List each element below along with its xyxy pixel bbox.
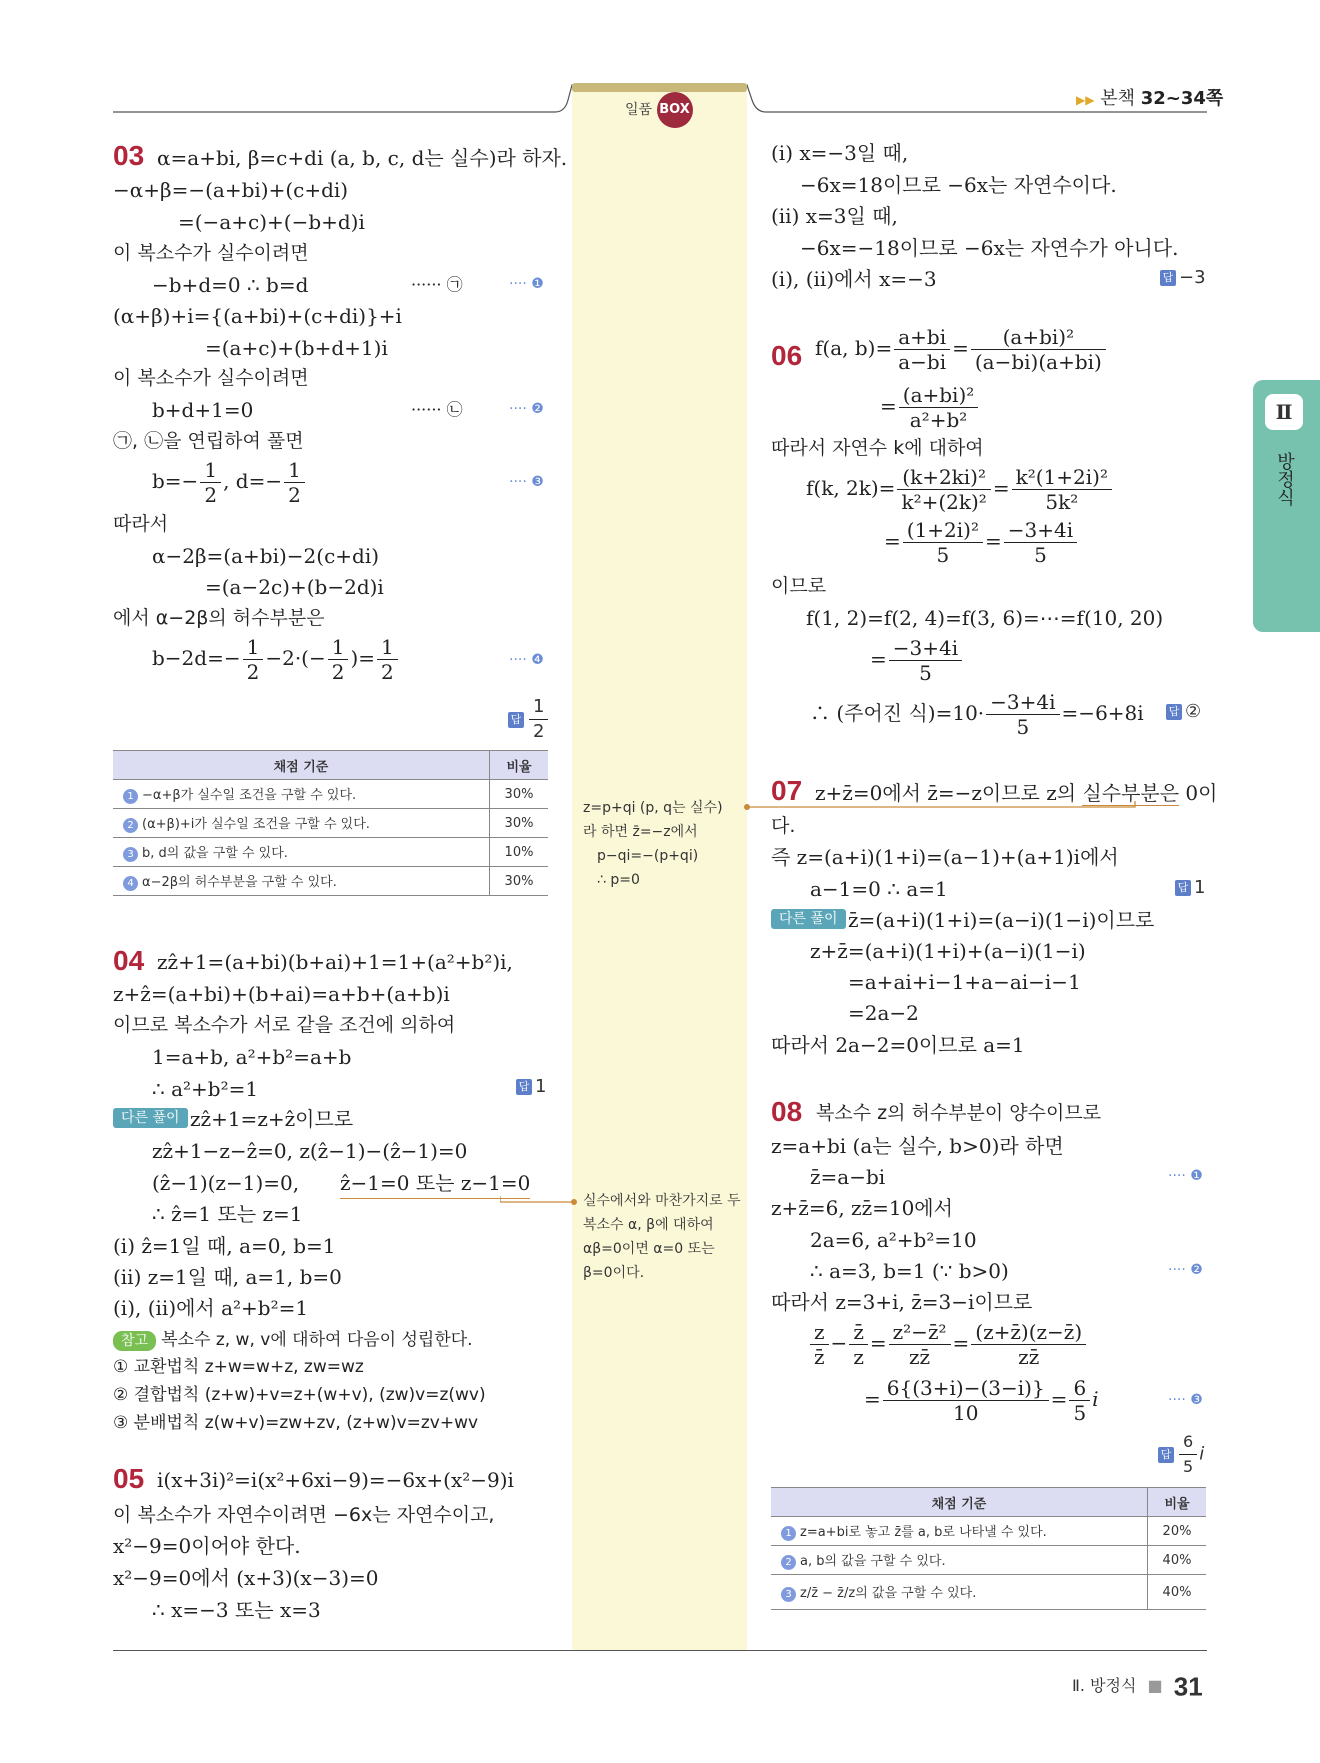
p04-line: 이므로 복소수가 서로 같을 조건에 의하여	[113, 1014, 456, 1036]
alt-solution-badge: 다른 풀이	[771, 908, 846, 928]
p03-line: ㉠, ㉡을 연립하여 풀면	[113, 430, 304, 452]
step-marker: ···· ❸	[1168, 1392, 1203, 1408]
step-marker: ···· ❹	[509, 652, 544, 668]
p07-line: =a+ai+i−1+a−ai−i−1	[848, 970, 1081, 994]
p05-line: ∴ x=−3 또는 x=3	[152, 1598, 321, 1622]
p03-line: 이 복소수가 실수이려면	[113, 242, 309, 264]
p08-line: z=a+bi (a는 실수, b>0)라 하면	[771, 1134, 1064, 1158]
p03-line: =(a−2c)+(b−2d)i	[205, 575, 384, 599]
col-criteria: 채점 기준	[771, 1488, 1148, 1517]
p03-imag-part: b−2d=− $\frac{1}{2}$ −2·(− $\frac{1}{2}$ )= $\frac{1}{2}$	[152, 635, 400, 684]
p04-line: zẑ+1=z+ẑ이므로	[190, 1107, 354, 1131]
p07-line: z̄=(a+i)(1+i)=(a−i)(1−i)이므로	[848, 908, 1155, 932]
p03-line: b+d+1=0	[152, 398, 254, 422]
table-row: 2 a, b의 값을 구할 수 있다. 40%	[771, 1546, 1206, 1575]
p05-case: (ⅰ), (ⅱ)에서 x=−3	[771, 267, 937, 291]
footer-chapter: Ⅱ. 방정식	[1072, 1676, 1137, 1695]
p06-line: 따라서 자연수 k에 대하여	[771, 437, 984, 459]
p06-fk: f(k, 2k)= $\frac{\text{(k+2ki)²}}{\text{k²+(2k)²}}$ = $\frac{\text{k²(1+2i)²}}{\text{5k²}}$	[806, 465, 1114, 514]
answer-icon: 답	[1166, 704, 1182, 720]
problem-number-05: 05	[113, 1463, 145, 1494]
p03-line: α−2β=(a+bi)−2(c+di)	[152, 544, 380, 568]
problem-number-03: 03	[113, 140, 145, 171]
step-marker: ···· ❸	[509, 474, 544, 490]
box-prefix: 일품	[625, 102, 653, 118]
box-badge: BOX	[657, 92, 693, 128]
p08-line: 복소수 z의 허수부분이 양수이므로	[816, 1102, 1102, 1124]
arrow-icon: ▶▶	[1076, 93, 1095, 107]
step-marker: ···· ❷	[1168, 1262, 1203, 1278]
p03-line: 에서 α−2β의 허수부분은	[113, 607, 325, 629]
table-row: 2 (α+β)+i가 실수일 조건을 구할 수 있다. 30%	[113, 809, 548, 838]
col-criteria: 채점 기준	[113, 751, 490, 780]
answer: 답 ②	[1166, 701, 1201, 722]
answer: 답 $\frac{6}{5}$ i	[1158, 1430, 1204, 1479]
p03-line: −α+β=−(a+bi)+(c+di)	[113, 178, 349, 202]
answer	[508, 695, 550, 744]
step-marker: ···· ❷	[509, 401, 544, 417]
problem-number-08: 08	[771, 1096, 803, 1127]
grading-table	[113, 750, 548, 896]
p06-result: ∴ (주어진 식)=10· $\frac{-3+4i}{5}$ =−6+8i	[810, 690, 1144, 739]
reference-note: 참고 복소수 z, w, v에 대하여 다음이 성립한다.	[113, 1325, 473, 1355]
p03-line: α=a+bi, β=c+di (a, b, c, d는 실수)라 하자.	[157, 146, 568, 170]
footer-dot-icon: ■	[1147, 1676, 1163, 1695]
p08-line: z+z̄=6, zz̄=10에서	[771, 1196, 953, 1220]
p04-line: (ⅱ) z=1일 때, a=1, b=0	[113, 1265, 342, 1289]
col-ratio: 비율	[490, 751, 549, 780]
answer-icon: 답	[1160, 270, 1176, 286]
answer-icon: 답	[516, 1079, 532, 1095]
p05-line: x²−9=0이어야 한다.	[113, 1534, 301, 1558]
fraction: $\frac{1}{2}$	[529, 695, 548, 744]
p05-line: i(x+3i)²=i(x²+6xi−9)=−6x+(x²−9)i	[157, 1468, 514, 1492]
p04-line: z+ẑ=(a+bi)+(b+ai)=a+b+(a+b)i	[113, 982, 450, 1006]
p04-line: (ⅰ) ẑ=1일 때, a=0, b=1	[113, 1234, 336, 1258]
p08-line: 2a=6, a²+b²=10	[810, 1228, 977, 1252]
reference-badge: 참고	[113, 1331, 156, 1351]
p06-value: = $\frac{-3+4i}{5}$	[870, 636, 964, 685]
p08-line: 따라서 z=3+i, z̄=3−i이므로	[771, 1290, 1033, 1314]
p04-line: (ⅰ), (ⅱ)에서 a²+b²=1	[113, 1296, 309, 1320]
p04-line: (ẑ−1)(z−1)=0,	[152, 1171, 300, 1195]
equation-mark: ······ ㉠	[411, 275, 463, 294]
table-row: 4 α−2β의 허수부분을 구할 수 있다. 30%	[113, 867, 548, 896]
side-tab-roman: Ⅱ	[1265, 394, 1303, 430]
p03-line: −b+d=0 ∴ b=d	[152, 273, 309, 297]
p05-case: −6x=18이므로 −6x는 자연수이다.	[800, 173, 1117, 197]
grading-table	[771, 1487, 1206, 1610]
p03-line: 이 복소수가 실수이려면	[113, 367, 309, 389]
p04-line: ∴ a²+b²=1	[152, 1077, 259, 1101]
step-marker: ···· ❶	[1168, 1168, 1203, 1184]
fraction: $\frac{1}{2}$	[377, 635, 398, 684]
center-column-top-bar	[572, 83, 747, 92]
p08-expression: $\frac{z}{z̄}$ − $\frac{z̄}{z}$ = $\frac{\text{z²−z̄²}}{zz̄}$ = $\frac{(z+z̄)(z-z̄)}{zz̄}$	[808, 1320, 1088, 1369]
p07-line: =2a−2	[848, 1001, 919, 1025]
p03-line: =(a+c)+(b+d+1)i	[205, 336, 388, 360]
p05-line: x²−9=0에서 (x+3)(x−3)=0	[113, 1566, 379, 1590]
p06-fk-simplified: = $\frac{\text{(1+2i)²}}{5}$ = $\frac{-3+4i}{5}$	[884, 518, 1079, 567]
table-row: 1 −α+β가 실수일 조건을 구할 수 있다. 30%	[113, 780, 548, 809]
p07-line: z+z̄=(a+i)(1+i)+(a−i)(1−i)	[810, 939, 1086, 963]
problem-number-06: 06	[771, 340, 803, 371]
p05-case: (ⅰ) x=−3일 때,	[771, 141, 909, 165]
box-label	[625, 92, 693, 128]
fraction: $\frac{1}{2}$	[243, 635, 264, 684]
col-ratio: 비율	[1148, 1488, 1207, 1517]
p07-line: a−1=0 ∴ a=1	[810, 877, 948, 901]
equation-mark: ······ ㉡	[411, 400, 463, 419]
answer: 답 1	[516, 1076, 546, 1097]
p07-line: 따라서 2a−2=0이므로 a=1	[771, 1033, 1025, 1057]
problem-number-04: 04	[113, 945, 145, 976]
p08-line: z̄=a−bi	[810, 1165, 886, 1189]
law-line: ① 교환법칙 z+w=w+z, zw=wz	[113, 1357, 364, 1377]
p04-underlined: ẑ−1=0 또는 z−1=0	[340, 1168, 530, 1199]
table-row: 3 z/z̄ − z̄/z의 값을 구할 수 있다. 40%	[771, 1575, 1206, 1610]
table-header-row	[113, 751, 548, 780]
p08-line: ∴ a=3, b=1 (∵ b>0)	[810, 1259, 1009, 1283]
answer-icon: 답	[1158, 1447, 1174, 1463]
p05-case: (ⅱ) x=3일 때,	[771, 204, 898, 228]
page-reference	[1076, 84, 1223, 115]
side-tab-label: 방정식	[1274, 452, 1295, 506]
underlined-term: 실수부분은	[1082, 781, 1180, 805]
table-row: 1 z=a+bi로 놓고 z̄를 a, b로 나타낼 수 있다. 20%	[771, 1517, 1206, 1546]
p06-fab-simplified: = $\frac{\text{(a+bi)²}}{\text{a²+b²}}$	[880, 383, 980, 432]
table-row: 3 b, d의 값을 구할 수 있다. 10%	[113, 838, 548, 867]
p07-line: 다.	[771, 815, 796, 837]
p08-expression: = $\frac{6\{(3+i)-(3-i)\}}{10}$ = $\frac{6}{5}$ i	[864, 1376, 1099, 1425]
p05-line: 이 복소수가 자연수이려면 −6x는 자연수이고,	[113, 1504, 495, 1526]
p06-line: 이므로	[771, 575, 827, 597]
step-marker: ···· ❶	[509, 276, 544, 292]
fraction: $\frac{1}{2}$	[284, 458, 305, 507]
law-line: ② 결합법칙 (z+w)+v=z+(w+v), (zw)v=z(wv)	[113, 1385, 486, 1405]
p04-line: zẑ+1−z−ẑ=0, z(ẑ−1)−(ẑ−1)=0	[152, 1139, 468, 1163]
p03-line: =(−a+c)+(−b+d)i	[178, 210, 365, 234]
p04-line: 1=a+b, a²+b²=a+b	[152, 1045, 352, 1069]
footer-rule	[113, 1650, 1207, 1651]
callout-line	[500, 1195, 580, 1215]
answer: 답 −3	[1160, 267, 1206, 288]
problem-number-07: 07	[771, 775, 803, 806]
alt-solution-badge: 다른 풀이	[113, 1107, 188, 1127]
p03-bd-values: b=− $\frac{1}{2}$ , d=− $\frac{1}{2}$	[152, 458, 307, 507]
law-line: ③ 분배법칙 z(w+v)=zw+zv, (z+w)v=zv+wv	[113, 1413, 479, 1433]
p03-line: 따라서	[113, 513, 169, 535]
table-header-row	[771, 1488, 1206, 1517]
ref-prefix: 본책	[1100, 88, 1135, 109]
p04-line: zẑ+1=(a+bi)(b+ai)+1=1+(a²+b²)i,	[157, 950, 513, 974]
margin-note: 실수에서와 마찬가지로 두 복소수 α, β에 대하여 αβ=0이면 α=0 또는 β=0이다.	[583, 1193, 741, 1281]
answer: 답 1	[1175, 877, 1205, 898]
p04-line: ∴ ẑ=1 또는 z=1	[152, 1202, 303, 1226]
fraction: $\frac{1}{2}$	[200, 458, 221, 507]
margin-note: z=p+qi (p, q는 실수) 라 하면 z̄=−z에서 p−qi=−(p+qi) ∴ p=0	[583, 800, 723, 888]
fraction: $\frac{1}{2}$	[328, 635, 349, 684]
p06-line: f(1, 2)=f(2, 4)=f(3, 6)=⋯=f(10, 20)	[806, 606, 1164, 630]
answer-icon: 답	[508, 712, 524, 728]
footer	[1072, 1670, 1203, 1703]
p05-case: −6x=−18이므로 −6x는 자연수가 아니다.	[800, 236, 1179, 260]
answer-icon: 답	[1175, 880, 1191, 896]
p07-line: 즉 z=(a+i)(1+i)=(a−1)+(a+1)i에서	[771, 845, 1119, 869]
p06-fab: f(a, b)= $\frac{a+bi}{a-bi}$ = $\frac{\text{(a+bi)²}}{(a-bi)(a+bi)}$	[815, 325, 1108, 374]
p07-line: z+z̄=0에서 z̄=−z이므로 z의 실수부분은 0이	[815, 781, 1218, 805]
ref-pages: 32~34쪽	[1140, 88, 1224, 109]
p03-line: (α+β)+i={(a+bi)+(c+di)}+i	[113, 304, 402, 328]
page-number: 31	[1173, 1671, 1203, 1702]
chapter-side-tab	[1253, 380, 1320, 632]
